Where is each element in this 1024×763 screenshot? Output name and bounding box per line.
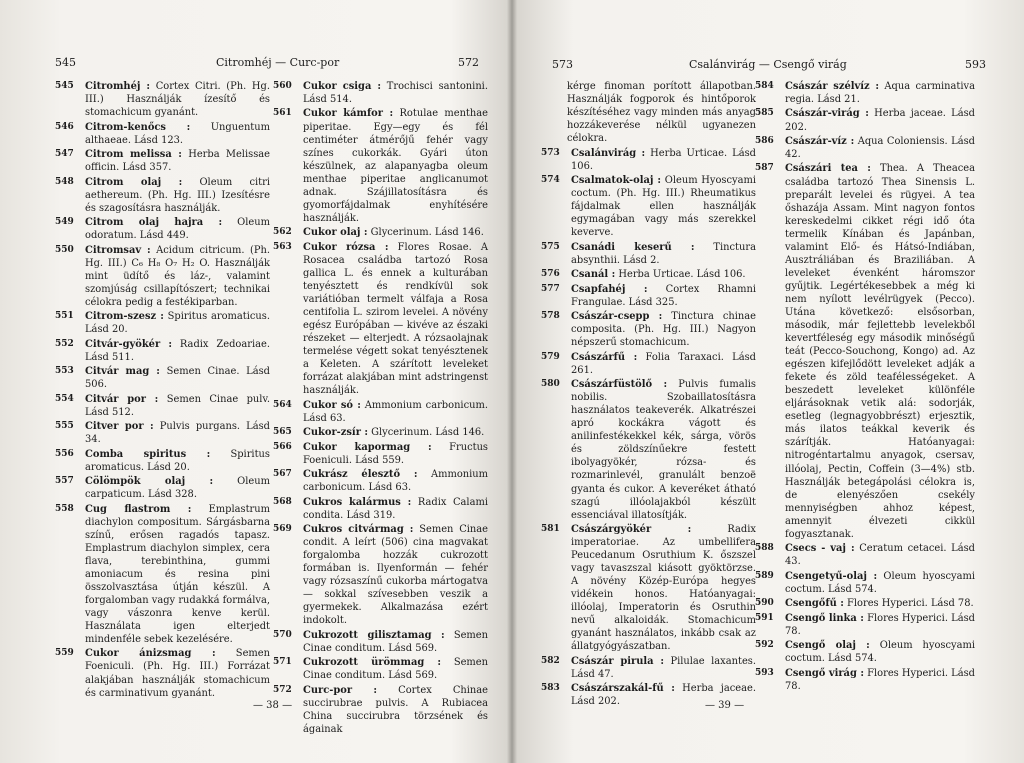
entry-term: Citromhéj : <box>85 81 151 92</box>
entry-definition: Flores Rosae. A Rosacea családba tartozó Rosa gallica L. és ennek a kulturában tenyésztett és rendkívül sok variátióban termelt válfaja a Rosa centifolia L. szirom levelei. A növény egész Európában — kivéve az északi részeket — elterjedt. A rózsaolajnak termelése végett sokat tenyésztenek a Keleten. A szárított leveleket forrázat alakjában mint adstringenst használják. <box>303 241 488 397</box>
entry-term: Csecs - vaj : <box>785 543 855 555</box>
entry-term: Citvár por : <box>85 393 159 405</box>
entry-term: Csalmatok-olaj : <box>571 175 662 187</box>
entry-term: Csalánvirág : <box>571 147 646 159</box>
entry-term: Császár-csepp : <box>571 311 663 323</box>
entry-number: 574 <box>541 175 560 186</box>
entry-number: 591 <box>755 612 774 623</box>
right-column <box>755 80 975 694</box>
entry-definition: Trochisci santonini. Lásd 514. <box>303 81 488 106</box>
entry-term: Csengőfű : <box>785 598 844 610</box>
entry-number: 562 <box>273 227 292 238</box>
entry-definition: Ammonium carbonicum. Lásd 63. <box>303 399 488 424</box>
entry-definition: Semen Foeniculi. (Ph. Hg. III.) Forrázat alakjában használják stomachicum és carminativum gyanánt. <box>85 648 270 699</box>
entry-term: Cukor kapormag : <box>303 441 432 453</box>
entry-term: Cukros citvármag : <box>303 524 414 536</box>
entry-number: 592 <box>755 640 774 651</box>
entry-number: 549 <box>55 217 74 228</box>
entry-number: 573 <box>541 147 560 158</box>
entry-definition: Ammonium carbonicum. Lásd 63. <box>303 469 489 494</box>
entry-term: Citvár-gyökér : <box>85 338 172 350</box>
entry-number: 557 <box>55 476 74 487</box>
entry-number: 586 <box>755 135 774 146</box>
entry-text <box>571 310 756 349</box>
entry-term: Csengő linka : <box>785 612 864 624</box>
entry-number: 563 <box>273 241 292 252</box>
entry-text <box>571 268 756 281</box>
entry-text <box>85 80 270 119</box>
dictionary-entry <box>55 448 270 474</box>
dictionary-entry <box>755 639 975 665</box>
entry-text <box>303 684 488 736</box>
dictionary-entry <box>273 226 488 239</box>
entry-definition: Semen Cinae conditum. Lásd 569. <box>303 657 488 682</box>
entry-term: Cukor olaj : <box>303 227 368 239</box>
dictionary-entry <box>55 647 270 699</box>
entry-term: Császár-virág : <box>785 108 869 120</box>
entry-definition: Aqua carminativa regia. Lásd 21. <box>785 81 976 106</box>
entry-definition: Semen Cinae. Lásd 506. <box>85 366 270 391</box>
dictionary-entry <box>55 420 270 446</box>
entry-number: 547 <box>55 149 74 160</box>
entry-text <box>85 647 270 699</box>
entry-definition: Cortex Chinae succirubrae pulvis. A Rubiacea China succirubra törzsének és ágainak <box>303 684 488 735</box>
entry-term: Cukor só : <box>303 399 361 411</box>
entry-text <box>303 656 488 682</box>
entry-number: 593 <box>755 667 774 678</box>
continued-entry-text: kérge finoman porított állapotban. Használják fogporok és hintőporok készítéséhez vagy minden más anyag hozzákeverése nélkül ugyanezen célokra. <box>567 81 756 145</box>
header-entry-range-end: 572 <box>458 56 479 69</box>
entry-definition: Herba Urticae. Lásd 106. <box>615 269 746 281</box>
entry-term: Császárfüstölő : <box>571 379 668 391</box>
entry-term: Cukor rózsa : <box>303 241 389 253</box>
entry-term: Csapfahéj : <box>571 283 648 295</box>
entry-number: 589 <box>755 570 774 581</box>
entry-text <box>303 226 488 239</box>
entry-definition: Radix Calami condita. Lásd 319. <box>303 496 488 521</box>
dictionary-entry <box>273 80 488 106</box>
entry-text <box>85 310 270 336</box>
dictionary-entry <box>755 542 975 568</box>
dictionary-entry <box>273 523 488 627</box>
entry-term: Cölömpök olaj : <box>85 476 214 488</box>
entry-definition: Glycerinum. Lásd 146. <box>367 227 484 239</box>
entry-definition: Spiritus aromaticus. Lásd 20. <box>85 448 270 473</box>
entry-number: 556 <box>55 448 74 459</box>
entry-number: 561 <box>273 108 292 119</box>
right-page <box>519 0 1024 763</box>
dictionary-entry <box>55 121 270 147</box>
entry-text <box>85 121 270 147</box>
header-entry-range-end: 593 <box>965 58 986 71</box>
entry-term: Citrom olaj hajra : <box>85 217 223 229</box>
dictionary-entry <box>55 216 270 242</box>
entry-term: Csanál : <box>571 269 616 281</box>
entry-text <box>785 542 975 568</box>
entry-text <box>571 241 756 267</box>
entry-number: 553 <box>55 366 74 377</box>
entry-text <box>785 639 975 665</box>
entry-term: Csengő virág : <box>785 667 864 679</box>
entry-number: 590 <box>755 598 774 609</box>
dictionary-entry <box>55 176 270 215</box>
entry-text <box>571 147 756 173</box>
entry-definition: Acidum citricum. (Ph. Hg. III.) C₆ H₈ O₇ H₂ O. Használják mint üdítő és láz-, valamint szomjúság csillapítószert; technikai célokra pedig a festékiparban. <box>85 244 270 308</box>
entry-number: 567 <box>273 469 292 480</box>
dictionary-entry <box>755 570 975 596</box>
entry-number: 560 <box>273 81 292 91</box>
entry-term: Császárfű : <box>571 351 638 363</box>
entry-term: Császárszakál-fű : <box>571 683 675 695</box>
entry-definition: Ceratum cetacei. Lásd 43. <box>785 543 975 568</box>
entry-text <box>785 570 975 596</box>
dictionary-entry <box>541 310 756 349</box>
entry-number: 564 <box>273 399 292 410</box>
entry-number: 575 <box>541 241 560 252</box>
entry-number: 587 <box>755 163 774 174</box>
entry-number: 554 <box>55 393 74 404</box>
entry-text <box>303 468 488 494</box>
entry-term: Citrom-kenőcs : <box>85 121 191 133</box>
dictionary-entry <box>755 135 975 161</box>
entry-number: 584 <box>755 81 774 91</box>
entry-text <box>85 365 270 391</box>
entry-text <box>85 475 270 501</box>
entry-term: Cukrász élesztő : <box>303 469 418 481</box>
entry-definition: Oleum odoratum. Lásd 449. <box>85 217 270 242</box>
dictionary-entry <box>273 684 488 736</box>
entry-definition: Oleum citri aethereum. (Ph. Hg. III.) Izesítésre és szagosításra használják. <box>85 176 270 214</box>
dictionary-entry <box>541 351 756 377</box>
dictionary-entry <box>273 656 488 682</box>
page-footer: — 39 — <box>705 700 745 711</box>
dictionary-entry <box>541 147 756 173</box>
entry-term: Csengő olaj : <box>785 640 870 652</box>
entry-number: 555 <box>55 421 74 432</box>
entry-number: 546 <box>55 121 74 132</box>
entry-number: 545 <box>55 81 74 91</box>
entry-text <box>303 107 488 224</box>
entry-text <box>85 393 270 419</box>
entry-term: Comba spiritus : <box>85 448 211 460</box>
entry-number: 566 <box>273 441 292 452</box>
entry-definition: Flores Hyperici. Lásd 78. <box>843 598 974 610</box>
entry-text <box>571 378 756 522</box>
entry-definition: Semen Cinae condit. A leírt (506) cina magvakat forgalomba hozzák cukrozott formában is. Ilyenformán — fehér vagy rózsaszínű cukorba mártogatva — sokkal szívesebben veszik a gyermekek. Alkalmazása ezért indokolt. <box>303 524 488 627</box>
entry-text <box>85 216 270 242</box>
entry-number: 571 <box>273 657 292 668</box>
entry-term: Citrom olaj : <box>85 176 183 188</box>
dictionary-entry <box>541 283 756 309</box>
entry-definition: Herba jaceae. Lásd 202. <box>571 683 756 708</box>
entry-definition: Tinctura absynthii. Lásd 2. <box>571 241 756 266</box>
entry-definition: Pulvis purgans. Lásd 34. <box>85 421 270 446</box>
entry-text <box>85 420 270 446</box>
running-header <box>0 56 505 72</box>
entry-definition: Flores Hyperici. Lásd 78. <box>785 612 975 637</box>
entry-definition: Radix imperatoriae. Az umbellifera Peucedanum Osruthium K. őszszel vagy tavaszszal kiásott gyöktörzse. A növény Közép-Európa hegyes vidékein honos. Hatóanyagai: illóolaj, Imperatorin és Osruthin nevű alkaloidák. Stomachicum gyanánt használatos, inkább csak az állatgyógyászatban. <box>571 524 756 653</box>
entry-definition: Oleum Hyoscyami coctum. (Ph. Hg. III.) Rheumatikus fájdalmak ellen használják egymagában vagy más szerekkel keverve. <box>571 175 756 239</box>
dictionary-entry <box>755 597 975 610</box>
entry-number: 551 <box>55 311 74 322</box>
entry-definition: Pilulae laxantes. Lásd 47. <box>571 655 757 680</box>
running-header <box>519 58 1024 74</box>
entry-number: 576 <box>541 269 560 280</box>
page-footer: — 38 — <box>253 700 293 711</box>
dictionary-entry <box>541 523 756 653</box>
entry-definition: Unguentum althaeae. Lásd 123. <box>85 121 270 146</box>
entry-term: Citrom-szesz : <box>85 311 164 323</box>
entry-term: Cukrozott ürömmag : <box>303 657 442 669</box>
entry-term: Cukros kalármus : <box>303 496 412 508</box>
dictionary-entry <box>273 399 488 425</box>
header-title: Csalánvirág — Csengő virág <box>689 58 847 71</box>
entry-text <box>303 241 488 398</box>
header-title: Citromhéj — Curc-por <box>216 56 340 69</box>
dictionary-entry <box>55 503 270 647</box>
dictionary-entry <box>755 107 975 133</box>
entry-definition: Thea. A Theacea családba tartozó Thea Sinensis L. preparált levelei és rügyei. A tea őshazája Assam. Mint nagyon fontos kereskedelmi cikket régi idő óta termelik Kínában és Japánban, valamint Elő- és Hátsó-Indiában, Ausztráliában és Braziliában. A leveleket évenként háromszor gyűjtik. Legértékesebbek a még ki nem nyílott levélrügyek (Pecco). Utána következő: elsősorban, második, már fejlettebb levelekből kevertféleség egy második minőségű teát (Pecco-Souchong, Kongo) ad. Az egészen kifejlődött leveleket adják a fekete és zöld teafélességeket. A beszedett leveleket különféle eljárásoknak vetik alá: sodorják, esetleg (legnagyobbrészt) erjesztik, más ilatos teákkal keverik és szárítják. Hatóanyagai: nitrogéntartalmu anyagok, csersav, illóolaj, Pectin, Coffein (3—4%) stb. Használják betegápolási célokra is, de elenyészően csekély mennyiségben ahhoz képest, amennyit élvezeti cikkül fogyasztanak. <box>785 163 975 540</box>
entry-number: 565 <box>273 427 292 438</box>
entry-text <box>785 107 975 133</box>
entry-text <box>85 176 270 215</box>
entry-number: 552 <box>55 338 74 349</box>
entry-term: Császárgyökér : <box>571 524 692 536</box>
entry-term: Cug flastrom : <box>85 503 192 515</box>
entry-number: 582 <box>541 655 560 666</box>
entry-term: Cukrozott gilisztamag : <box>303 629 445 641</box>
entry-definition: Rotulae menthae piperitae. Egy—egy és fél centiméter átmérőjű fehér vagy színes cukorkák. Gyári úton készülnek, az alapanyagba oleum menthae piperitae anglicanumot adnak. Szájillatosításra és gyomorfájdalmak enyhítésére használják. <box>303 108 488 224</box>
entry-text <box>303 399 488 425</box>
dictionary-entry <box>541 174 756 239</box>
entry-number: 578 <box>541 311 560 322</box>
entry-definition: Herba jaceae. Lásd 202. <box>785 108 975 133</box>
entry-number: 580 <box>541 379 560 390</box>
entry-term: Cukor-zsír : <box>303 427 368 439</box>
entry-text <box>303 496 488 522</box>
entry-number: 577 <box>541 283 560 294</box>
entry-definition: Oleum hyoscyami coctum. Lásd 574. <box>785 640 975 665</box>
left-page <box>0 0 505 763</box>
entry-term: Cukor csiga : <box>303 81 382 92</box>
entry-text <box>571 174 756 239</box>
entry-definition: Emplastrum diachylon compositum. Sárgásbarna színű, erősen ragadós tapasz. Emplastrum diachylon simplex, cera flava, terebinthina, gummi amoniacum és resina pini összolvasztása útján készül. A forgalomban vagy rudakká formálva, vagy vászonra kenve kerül. Használata igen elterjedt mindenféle sebek kezelésére. <box>85 503 271 645</box>
dictionary-entry <box>541 655 756 681</box>
entry-text <box>303 523 488 627</box>
entry-definition: Glycerinum. Lásd 146. <box>367 427 485 439</box>
entry-term: Citromsav : <box>85 244 151 256</box>
entry-definition: Cortex Rhamni Frangulae. Lásd 325. <box>571 283 756 308</box>
entry-number: 581 <box>541 524 560 535</box>
dictionary-entry <box>273 441 488 467</box>
dictionary-entry <box>273 468 488 494</box>
entry-number: 548 <box>55 176 74 187</box>
entry-number: 568 <box>273 496 292 507</box>
entry-term: Citver por : <box>85 421 154 433</box>
entry-term: Cukor ánizsmag : <box>85 648 216 660</box>
entry-number: 569 <box>273 524 292 535</box>
entry-number: 550 <box>55 244 74 255</box>
entry-text <box>85 244 270 309</box>
entry-definition: Flores Hyperici. Lásd 78. <box>785 667 976 692</box>
entry-definition: Aqua Coloniensis. Lásd 42. <box>785 135 975 161</box>
entry-definition: Herba Melissae officin. Lásd 357. <box>85 149 270 174</box>
header-page-number: 545 <box>55 56 76 69</box>
entry-text <box>303 629 488 655</box>
entry-number: 583 <box>541 683 560 694</box>
entry-definition: Oleum carpaticum. Lásd 328. <box>85 476 270 501</box>
entry-definition: Oleum hyoscyami coctum. Lásd 574. <box>785 570 975 595</box>
entry-term: Császári tea : <box>785 163 871 175</box>
entry-term: Citvár mag : <box>85 366 160 378</box>
entry-text <box>785 597 975 610</box>
dictionary-entry <box>755 612 975 638</box>
entry-text <box>571 655 756 681</box>
entry-text <box>85 503 270 647</box>
entry-number: 559 <box>55 648 74 659</box>
entry-text <box>785 612 975 638</box>
dictionary-entry <box>541 241 756 267</box>
entry-term: Csanádi keserű : <box>571 241 695 253</box>
dictionary-entry <box>273 629 488 655</box>
entry-definition: Semen Cinae pulv. Lásd 512. <box>85 393 270 418</box>
entry-text <box>85 338 270 364</box>
dictionary-entry <box>755 162 975 540</box>
header-page-number: 573 <box>552 58 573 71</box>
entry-definition: Semen Cinae conditum. Lásd 569. <box>303 629 488 654</box>
left-column <box>55 80 270 701</box>
dictionary-entry <box>55 148 270 174</box>
entry-text <box>303 426 488 439</box>
entry-definition: Spiritus aromaticus. Lásd 20. <box>85 311 271 336</box>
dictionary-entry <box>55 338 270 364</box>
entry-definition: Pulvis fumalis nobilis. Szobaillatosításra használatos teakeverék. Alkatrészei apró kockákra vágott és anilinfestékekkel kék, sárga, vörös és zöldszínűekre festett ibolyagyökér, rózsa- és rozmarinlevél, granulált benzoë gyanta és cukor. A keveréket átható szagú illóolajakból készült essenciával illatosítják. <box>571 379 756 521</box>
dictionary-entry <box>541 268 756 281</box>
right-column <box>273 80 488 737</box>
dictionary-entry <box>55 475 270 501</box>
entry-number: 585 <box>755 108 774 119</box>
entry-text <box>571 523 756 653</box>
entry-term: Császár pirula : <box>571 655 664 667</box>
entry-term: Császár szélvíz : <box>785 81 879 92</box>
dictionary-entry <box>273 496 488 522</box>
dictionary-entry <box>55 310 270 336</box>
entry-number: 572 <box>273 684 292 695</box>
entry-text <box>785 162 975 540</box>
dictionary-entry <box>273 241 488 398</box>
entry-definition: Tinctura chinae composita. (Ph. Hg. III.) Nagyon népszerű stomachicum. <box>571 311 756 349</box>
entry-term: Csengetyű-olaj : <box>785 570 878 582</box>
dictionary-entry <box>273 426 488 439</box>
dictionary-entry <box>55 80 270 119</box>
entry-definition: Folia Taraxaci. Lásd 261. <box>571 351 756 376</box>
entry-text <box>303 441 488 467</box>
entry-text <box>785 135 975 161</box>
dictionary-entry <box>755 80 975 106</box>
entry-text <box>85 148 270 174</box>
entry-text <box>571 283 756 309</box>
entry-text <box>303 80 488 106</box>
dictionary-entry <box>55 244 270 309</box>
entry-definition: Herba Urticae. Lásd 106. <box>571 147 756 172</box>
entry-term: Cukor kámfor : <box>303 108 394 120</box>
entry-term: Császár-víz : <box>785 135 855 147</box>
entry-text <box>785 667 975 693</box>
entry-term: Curc-por : <box>303 684 378 696</box>
entry-number: 558 <box>55 503 74 514</box>
entry-definition: Cortex Citri. (Ph. Hg. III.) Használják ízesítő és stomachicum gyanánt. <box>85 81 270 119</box>
entry-definition: Fructus Foeniculi. Lásd 559. <box>303 441 488 466</box>
dictionary-entry <box>273 107 488 224</box>
entry-term: Citrom melissa : <box>85 149 182 161</box>
entry-definition: Radix Zedoariae. Lásd 511. <box>85 338 270 363</box>
dictionary-entry <box>55 365 270 391</box>
entry-number: 570 <box>273 629 292 640</box>
dictionary-entry <box>541 378 756 522</box>
dictionary-entry <box>755 667 975 693</box>
entry-text <box>85 448 270 474</box>
left-column <box>541 80 756 710</box>
entry-number: 579 <box>541 351 560 362</box>
entry-number: 588 <box>755 543 774 554</box>
dictionary-entry <box>55 393 270 419</box>
entry-text <box>785 80 975 106</box>
entry-text <box>571 351 756 377</box>
